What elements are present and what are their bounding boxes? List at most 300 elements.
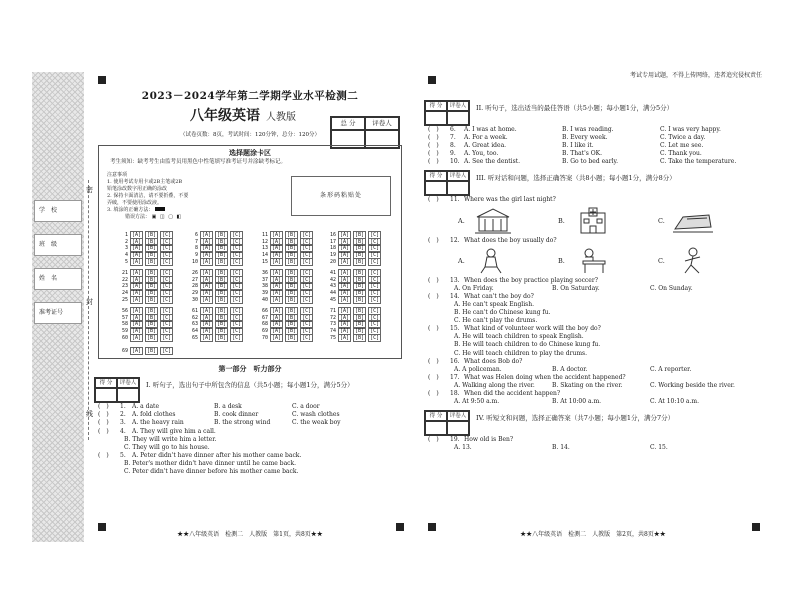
answer-bubble[interactable]: [B] xyxy=(287,307,297,314)
answer-bubble[interactable]: [B] xyxy=(147,245,157,252)
answer-bubble[interactable]: [B] xyxy=(217,296,227,303)
answer-bubble[interactable]: [A] xyxy=(202,245,212,252)
answer-bubble[interactable]: [A] xyxy=(202,231,212,238)
answer-bubble[interactable]: [B] xyxy=(355,314,365,321)
bubble-group xyxy=(189,270,251,304)
bubble-number: 71 xyxy=(329,307,336,314)
answer-bubble[interactable]: [C] xyxy=(302,283,312,290)
exam-number-field[interactable]: 准考证号 xyxy=(34,302,82,324)
hospital-icon xyxy=(573,207,613,235)
answer-bubble[interactable]: [B] xyxy=(287,269,297,276)
answer-bubble[interactable]: [B] xyxy=(147,347,157,354)
bubble-number: 6 xyxy=(194,231,198,238)
answer-bubble[interactable]: [C] xyxy=(232,252,242,259)
question-17: ( ) 17. What was Helen doing when the accident happened? xyxy=(428,373,626,381)
answer-bubble[interactable]: [B] xyxy=(355,283,365,290)
answer-bubble[interactable]: [C] xyxy=(232,290,242,297)
answer-bubble[interactable]: [B] xyxy=(217,276,227,283)
bubble-number: 29 xyxy=(191,290,198,297)
answer-bubble[interactable]: [A] xyxy=(272,296,282,303)
answer-bubble[interactable]: [C] xyxy=(162,296,172,303)
bubble-number: 40 xyxy=(261,296,268,303)
answer-bubble[interactable]: [C] xyxy=(232,238,242,245)
answer-bubble[interactable]: [A] xyxy=(272,334,282,341)
bubble-number: 13 xyxy=(261,245,268,252)
answer-bubble[interactable]: [A] xyxy=(340,307,350,314)
answer-bubble[interactable]: [C] xyxy=(370,328,380,335)
answer-bubble[interactable]: [C] xyxy=(302,296,312,303)
question-5: ( ) 5. A. Peter didn't have dinner after his mother came back. xyxy=(98,451,302,459)
answer-bubble[interactable]: [B] xyxy=(217,245,227,252)
answer-bubble[interactable]: [C] xyxy=(232,314,242,321)
bubble-number: 64 xyxy=(191,328,198,335)
question-6: ( ) 6. A. I was at home. B. I was reading. C. I was very happy. xyxy=(428,126,721,133)
answer-bubble[interactable]: [C] xyxy=(162,231,172,238)
answer-bubble[interactable]: [B] xyxy=(287,245,297,252)
bubble-number: 21 xyxy=(121,269,128,276)
bubble-number: 69 xyxy=(261,328,268,335)
bubble-number: 65 xyxy=(191,334,198,341)
answer-bubble[interactable]: [A] xyxy=(202,328,212,335)
answer-bubble[interactable]: [B] xyxy=(147,258,157,265)
section-3-header xyxy=(424,170,762,196)
answer-bubble[interactable]: [C] xyxy=(162,258,172,265)
question-12-pictures: A. B. C. xyxy=(458,245,762,277)
answer-bubble[interactable]: [A] xyxy=(340,283,350,290)
answer-bubble[interactable]: [C] xyxy=(162,245,172,252)
answer-bubble[interactable]: [A] xyxy=(340,296,350,303)
answer-bubble[interactable]: [B] xyxy=(355,296,365,303)
answer-bubble[interactable]: [A] xyxy=(202,258,212,265)
bubble-number: 4 xyxy=(124,252,128,259)
question-1: ( ) 1. A. a date B. a desk C. a door xyxy=(98,403,320,411)
bubble-number: 75 xyxy=(329,334,336,341)
answer-bubble[interactable]: [C] xyxy=(162,321,172,328)
answer-bubble[interactable]: [A] xyxy=(340,321,350,328)
answer-bubble[interactable]: [A] xyxy=(340,252,350,259)
answer-bubble[interactable]: [C] xyxy=(370,283,380,290)
answer-bubble[interactable]: [B] xyxy=(147,328,157,335)
bubble-number: 18 xyxy=(329,245,336,252)
answer-bubble[interactable]: [B] xyxy=(217,321,227,328)
answer-bubble[interactable]: [B] xyxy=(217,334,227,341)
answer-bubble[interactable]: [C] xyxy=(232,334,242,341)
answer-bubble[interactable]: [A] xyxy=(340,231,350,238)
answer-bubble[interactable]: [A] xyxy=(132,334,142,341)
answer-bubble[interactable]: [B] xyxy=(355,307,365,314)
answer-bubble[interactable]: [C] xyxy=(232,269,242,276)
section-4-header xyxy=(424,410,762,436)
question-14: ( ) 14. What can't the boy do? xyxy=(428,292,534,300)
answer-bubble[interactable]: [A] xyxy=(202,334,212,341)
bubble-number: 2 xyxy=(124,238,128,245)
bubble-number: 14 xyxy=(261,252,268,259)
question-19: ( ) 19. How old is Ben? xyxy=(428,436,514,444)
answer-bubble[interactable]: [B] xyxy=(287,321,297,328)
answer-bubble[interactable]: [C] xyxy=(370,252,380,259)
bubble-number: 24 xyxy=(121,290,128,297)
answer-bubble[interactable]: [C] xyxy=(370,276,380,283)
answer-bubble[interactable]: [A] xyxy=(132,231,142,238)
bubble-number: 12 xyxy=(261,238,268,245)
bubble-row xyxy=(119,335,181,342)
answer-bubble[interactable]: [A] xyxy=(340,328,350,335)
answer-bubble[interactable]: [B] xyxy=(287,276,297,283)
answer-bubble[interactable]: [B] xyxy=(217,328,227,335)
bubble-number: 36 xyxy=(261,269,268,276)
answer-bubble[interactable]: [B] xyxy=(217,269,227,276)
bubble-number: 5 xyxy=(124,258,128,265)
section-score-box: 得 分 评卷人 xyxy=(424,410,470,436)
question-11-pictures: A. B. C. xyxy=(458,205,762,237)
answer-bubble[interactable]: [C] xyxy=(232,283,242,290)
train-icon xyxy=(673,207,713,235)
answer-bubble[interactable]: [A] xyxy=(132,269,142,276)
binding-strip xyxy=(32,72,84,542)
bubble-group xyxy=(259,232,321,266)
section-score-box: 得 分 评卷人 xyxy=(94,377,140,403)
answer-bubble[interactable]: [C] xyxy=(162,238,172,245)
answer-card-notice: 考生须知：缺考考生由监考员用黑色中性笔填写准考证号并涂缺考标记。 xyxy=(110,159,287,166)
boy-running-icon xyxy=(673,247,713,275)
bubble-row xyxy=(119,297,181,304)
answer-bubble[interactable]: [C] xyxy=(232,258,242,265)
answer-bubble[interactable]: [B] xyxy=(147,321,157,328)
school-field[interactable]: 学 校 xyxy=(34,200,82,222)
cut-line xyxy=(88,180,92,440)
answer-bubble[interactable]: [A] xyxy=(202,269,212,276)
bubble-number: 42 xyxy=(329,276,336,283)
question-16: ( ) 16. What does Bob do? xyxy=(428,357,523,365)
answer-bubble[interactable]: [C] xyxy=(162,347,172,354)
answer-bubble[interactable]: [A] xyxy=(202,307,212,314)
cut-mark-seal: 封 xyxy=(86,298,93,306)
question-4: ( ) 4. A. They will give him a call. xyxy=(98,427,216,435)
answer-bubble[interactable]: [B] xyxy=(287,283,297,290)
answer-bubble[interactable]: [B] xyxy=(355,334,365,341)
bubble-number: 39 xyxy=(261,290,268,297)
bubble-row xyxy=(189,335,251,342)
bubble-group xyxy=(327,232,389,266)
bubble-row xyxy=(327,297,389,304)
answer-bubble[interactable]: [B] xyxy=(217,283,227,290)
bubble-number: 69 xyxy=(121,347,128,354)
page-footer: ★★八年级英语 检测二 人教版 第2页，共8页★★ xyxy=(520,530,666,538)
answer-bubble[interactable]: [B] xyxy=(355,258,365,265)
answer-bubble[interactable]: [B] xyxy=(147,283,157,290)
answer-bubble[interactable]: [B] xyxy=(147,231,157,238)
bubble-number: 56 xyxy=(121,307,128,314)
answer-bubble[interactable]: [C] xyxy=(232,296,242,303)
answer-bubble[interactable]: [A] xyxy=(132,276,142,283)
bubble-row xyxy=(119,348,173,355)
answer-bubble[interactable]: [C] xyxy=(232,245,242,252)
section-4-title: IV. 听短文和问题，选择正确答案（共7小题；每小题1分，满分7分） xyxy=(476,414,675,423)
bubble-number: 8 xyxy=(194,245,198,252)
answer-bubble[interactable]: [C] xyxy=(370,321,380,328)
section-2-header xyxy=(424,100,762,126)
answer-bubble[interactable]: [A] xyxy=(202,290,212,297)
exam-page-1: 2023－2024学年第二学期学业水平检测二 八年级英语 人教版 总 分 评卷人 （试卷页数：8页，考试时间：120分钟，总分：120分） 选择题涂卡区 考生须知：缺考考生由监考员用黑色中性笔填写准考证号并涂缺考标记。 注意事项 1. 使用考试专用卡或2B主笔或2B 铅笔涂改数字用正确的涂改 2. 保持卡面清洁，请不要折叠，不要 弄破，不要使用涂改液。 3. 填涂的正确方法： 错误方法： ▣ ◫ ▢ ◧ 条形码粘贴处 1 [A] [B] [C] 2 [A] [B] [C] 3 [A] [B] [C] 4 [A] [B] [C] 5 [A] [B] [C] 6 [A] [B] [C] 7 [A] [B] [C] 8 [A] [B] [C] 9 [A] [B] [C] 10 [A] [B] [C] 11 [A] [B] [C] 12 [A] [B] [C] 13 [A] [B] [C] 14 [A] [B] [C] 15 [A] [B] [C] 16 [A] [B] [C] 17 [A] [B] [C] 18 [A] [B] [C] 19 [A] [B] [C] 20 [A] [B] [C] 21 [A] [B] [C] 22 [A] [B] [C] 23 [A] [B] [C] 24 [A] [B] [C] 25 [A] [B] [C] 26 [A] [B] [C] 27 [A] [B] [C] 28 [A] [B] [C] 29 [A] [B] [C] 30 [A] [B] [C] 36 [A] [B] [C] 37 [A] [B] [C] 38 [A] [B] [C] 39 [A] [B] [C] 40 [A] [B] [C] 41 [A] [B] [C] 42 [A] [B] [C] 43 [A] [B] [C] 44 [A] [B] [C] 45 [A] [B] [C] 56 [A] [B] [C] 57 [A] [B] [C] 58 [A] [B] [C] 59 [A] [B] [C] 60 [A] [B] [C] 61 [A] [B] [C] 62 [A] [B] [C] 63 [A] [B] [C] 64 [A] [B] [C] 65 [A] [B] [C] 66 [A] [B] [C] 67 [A] [B] [C] 68 [A] [B] [C] 69 [A] [B] [C] 70 [A] [B] [C] 71 [A] [B] [C] 72 [A] [B] [C] 73 [A] [B] [C] 74 [A] [B] [C] 75 [A] [B] [C] 69 [A] [B] [C] 第一部分 听力部分 得 分 评卷人 I. 听句子，选出句子中所包含的信息（共5小题；每小题1分，满分5分） ( ) 1. A. a date B. a desk C. a door ( ) 2. A. fold clothes B. cook dinner C. wash clothes ( ) 3. A. the heavy rain B. the strong wind C. the weak boy ( ) 4. A. They will give him a call. B. They will write him a letter. C. They will go to his house. ( ) 5. A. Peter didn't have dinner after his mother came back. B. Peter's mother didn't have dinner until he came back. C. Peter didn't have dinner before his mother came back. ★★八年级英语 检测二 人教版 第1页，共8页★★ xyxy=(94,70,406,540)
bubble-row xyxy=(327,259,389,266)
answer-bubble[interactable]: [B] xyxy=(217,307,227,314)
answer-bubble[interactable]: [B] xyxy=(355,252,365,259)
bubble-row xyxy=(259,259,321,266)
bubble-number: 30 xyxy=(191,296,198,303)
answer-bubble[interactable]: [C] xyxy=(162,290,172,297)
answer-bubble[interactable]: [C] xyxy=(302,258,312,265)
answer-bubble[interactable]: [A] xyxy=(340,334,350,341)
answer-bubble[interactable]: [A] xyxy=(132,296,142,303)
bubble-number: 59 xyxy=(121,328,128,335)
answer-bubble[interactable]: [B] xyxy=(355,231,365,238)
bubble-group xyxy=(189,232,251,266)
answer-bubble[interactable]: [B] xyxy=(147,238,157,245)
answer-bubble[interactable]: [B] xyxy=(287,334,297,341)
answer-bubble[interactable]: [C] xyxy=(370,314,380,321)
answer-bubble[interactable]: [C] xyxy=(370,245,380,252)
answer-bubble[interactable]: [C] xyxy=(302,328,312,335)
bubble-number: 37 xyxy=(261,276,268,283)
answer-bubble[interactable]: [A] xyxy=(340,314,350,321)
answer-bubble[interactable]: [B] xyxy=(287,290,297,297)
answer-bubble[interactable]: [A] xyxy=(132,328,142,335)
bubble-group xyxy=(327,270,389,304)
answer-bubble[interactable]: [B] xyxy=(147,269,157,276)
exam-edition: 人教版 xyxy=(266,112,296,124)
answer-bubble[interactable]: [A] xyxy=(340,290,350,297)
answer-bubble[interactable]: [B] xyxy=(287,252,297,259)
answer-bubble[interactable]: [B] xyxy=(217,258,227,265)
answer-bubble[interactable]: [A] xyxy=(272,269,282,276)
bubble-number: 1 xyxy=(124,231,128,238)
answer-bubble[interactable]: [B] xyxy=(287,296,297,303)
bubble-number: 26 xyxy=(191,269,198,276)
answer-bubble[interactable]: [C] xyxy=(162,269,172,276)
answer-bubble[interactable]: [A] xyxy=(272,245,282,252)
answer-bubble[interactable]: [B] xyxy=(355,269,365,276)
answer-bubble[interactable]: [C] xyxy=(162,307,172,314)
bubble-number: 70 xyxy=(261,334,268,341)
answer-bubble[interactable]: [C] xyxy=(302,307,312,314)
bubble-group xyxy=(119,232,181,266)
answer-bubble[interactable]: [B] xyxy=(355,321,365,328)
answer-bubble[interactable]: [A] xyxy=(132,252,142,259)
section-1-header xyxy=(94,377,406,403)
answer-bubble[interactable]: [B] xyxy=(147,296,157,303)
answer-bubble[interactable]: [B] xyxy=(147,334,157,341)
answer-bubble[interactable]: [A] xyxy=(132,347,142,354)
answer-bubble[interactable]: [C] xyxy=(370,334,380,341)
answer-bubble[interactable]: [B] xyxy=(355,245,365,252)
answer-bubble[interactable]: [B] xyxy=(147,276,157,283)
boy-reading-icon xyxy=(573,247,613,275)
answer-bubble[interactable]: [B] xyxy=(217,252,227,259)
answer-bubble[interactable]: [A] xyxy=(340,276,350,283)
answer-bubble[interactable]: [A] xyxy=(272,258,282,265)
bubble-number: 38 xyxy=(261,283,268,290)
answer-bubble[interactable]: [A] xyxy=(202,238,212,245)
question-8: ( ) 8. A. Great idea. B. I like it. C. Let me see. xyxy=(428,142,704,150)
answer-bubble[interactable]: [A] xyxy=(202,296,212,303)
bubble-number: 20 xyxy=(329,258,336,265)
answer-bubble[interactable]: [A] xyxy=(272,283,282,290)
answer-bubble[interactable]: [C] xyxy=(302,238,312,245)
bubble-group xyxy=(259,308,321,342)
bubble-number: 23 xyxy=(121,283,128,290)
question-2: ( ) 2. A. fold clothes B. cook dinner C. wash clothes xyxy=(98,411,340,419)
answer-bubble[interactable]: [A] xyxy=(272,307,282,314)
bubble-row xyxy=(259,297,321,304)
exam-page-2 xyxy=(424,70,762,540)
answer-bubble[interactable]: [C] xyxy=(370,296,380,303)
answer-bubble[interactable]: [C] xyxy=(370,258,380,265)
page-footer: ★★八年级英语 检测二 人教版 第1页，共8页★★ xyxy=(177,530,323,538)
answer-bubble[interactable]: [A] xyxy=(132,245,142,252)
answer-bubble[interactable]: [A] xyxy=(340,238,350,245)
answer-bubble[interactable]: [C] xyxy=(302,334,312,341)
answer-bubble[interactable]: [A] xyxy=(132,307,142,314)
answer-bubble[interactable]: [C] xyxy=(370,238,380,245)
bubble-number: 63 xyxy=(191,321,198,328)
answer-bubble[interactable]: [A] xyxy=(132,258,142,265)
answer-bubble[interactable]: [A] xyxy=(132,283,142,290)
answer-bubble[interactable]: [C] xyxy=(302,231,312,238)
answer-bubble[interactable]: [A] xyxy=(202,321,212,328)
answer-bubble[interactable]: [B] xyxy=(147,314,157,321)
class-field[interactable]: 班 级 xyxy=(34,234,82,256)
answer-bubble[interactable]: [C] xyxy=(232,231,242,238)
section-2-questions xyxy=(424,126,762,166)
bubble-row xyxy=(327,335,389,342)
answer-bubble[interactable]: [C] xyxy=(302,252,312,259)
answer-bubble[interactable]: [C] xyxy=(302,245,312,252)
answer-bubble[interactable]: [C] xyxy=(302,276,312,283)
boy-sitting-icon xyxy=(473,247,513,275)
answer-bubble[interactable]: [A] xyxy=(202,283,212,290)
answer-bubble[interactable]: [A] xyxy=(202,252,212,259)
answer-bubble[interactable]: [C] xyxy=(162,276,172,283)
answer-bubble[interactable]: [B] xyxy=(217,231,227,238)
bubble-group xyxy=(259,270,321,304)
answer-bubble[interactable]: [B] xyxy=(287,258,297,265)
answer-bubble[interactable]: [A] xyxy=(202,276,212,283)
bubble-group xyxy=(327,308,389,342)
answer-bubble[interactable]: [B] xyxy=(217,314,227,321)
answer-bubble[interactable]: [A] xyxy=(272,321,282,328)
bubble-number: 73 xyxy=(329,321,336,328)
answer-bubble[interactable]: [B] xyxy=(355,276,365,283)
answer-bubble[interactable]: [C] xyxy=(162,314,172,321)
answer-bubble[interactable]: [A] xyxy=(340,269,350,276)
answer-bubble[interactable]: [C] xyxy=(232,321,242,328)
answer-bubble[interactable]: [C] xyxy=(162,334,172,341)
answer-bubble[interactable]: [A] xyxy=(272,314,282,321)
bubble-number: 10 xyxy=(191,258,198,265)
answer-bubble[interactable]: [B] xyxy=(287,238,297,245)
exam-subject: 八年级英语 人教版 xyxy=(190,108,296,125)
question-11: ( ) 11. Where was the girl last night? xyxy=(428,196,556,204)
answer-bubble[interactable]: [C] xyxy=(232,307,242,314)
answer-bubble[interactable]: [A] xyxy=(272,276,282,283)
bubble-number: 15 xyxy=(261,258,268,265)
answer-bubble[interactable]: [C] xyxy=(370,307,380,314)
answer-bubble[interactable]: [C] xyxy=(162,328,172,335)
answer-bubble[interactable]: [B] xyxy=(147,290,157,297)
bubble-number: 28 xyxy=(191,283,198,290)
answer-bubble[interactable]: [A] xyxy=(272,238,282,245)
section-3-title: III. 听对话和问题，选择正确答案（共8小题；每小题1分，满分8分） xyxy=(476,174,676,183)
answer-bubble[interactable]: [A] xyxy=(272,231,282,238)
answer-bubble[interactable]: [C] xyxy=(370,269,380,276)
bubble-row xyxy=(259,335,321,342)
answer-bubble[interactable]: [C] xyxy=(302,321,312,328)
answer-bubble[interactable]: [A] xyxy=(132,321,142,328)
answer-bubble[interactable]: [C] xyxy=(302,290,312,297)
answer-bubble[interactable]: [C] xyxy=(302,269,312,276)
answer-bubble[interactable]: [B] xyxy=(287,231,297,238)
bubble-number: 45 xyxy=(329,296,336,303)
answer-bubble[interactable]: [A] xyxy=(340,245,350,252)
answer-bubble[interactable]: [C] xyxy=(302,314,312,321)
question-3: ( ) 3. A. the heavy rain B. the strong wind C. the weak boy xyxy=(98,419,341,427)
answer-bubble[interactable]: [A] xyxy=(132,314,142,321)
bubble-number: 62 xyxy=(191,314,198,321)
answer-card-title: 选择题涂卡区 xyxy=(229,147,271,157)
exam-meta: （试卷页数：8页，考试时间：120分钟，总分：120分） xyxy=(180,131,320,138)
answer-bubble[interactable]: [C] xyxy=(232,276,242,283)
answer-bubble[interactable]: [C] xyxy=(370,231,380,238)
answer-bubble[interactable]: [A] xyxy=(272,328,282,335)
answer-bubble[interactable]: [C] xyxy=(232,328,242,335)
notes-title: 注意事项 xyxy=(107,171,128,178)
bubble-number: 44 xyxy=(329,290,336,297)
question-15: ( ) 15. What kind of volunteer work will the boy do? xyxy=(428,325,601,333)
answer-bubble[interactable]: [C] xyxy=(162,283,172,290)
section-2-title: II. 听句子，选出适当的最佳答语（共5小题；每小题1分，满分5分） xyxy=(476,104,674,112)
answer-bubble[interactable]: [B] xyxy=(147,252,157,259)
answer-bubble[interactable]: [B] xyxy=(287,314,297,321)
answer-bubble[interactable]: [B] xyxy=(217,290,227,297)
answer-card xyxy=(98,145,402,359)
bubble-number: 16 xyxy=(329,231,336,238)
bubble-number: 3 xyxy=(124,245,128,252)
answer-bubble[interactable]: [A] xyxy=(132,290,142,297)
bubble-number: 57 xyxy=(121,314,128,321)
bubble-number: 11 xyxy=(261,231,268,238)
barcode-area: 条形码粘贴处 xyxy=(291,176,391,216)
answer-card-notes: 注意事项 1. 使用考试专用卡或2B主笔或2B 铅笔涂改数字用正确的涂改 2. 保持卡面清洁，请不要折叠，不要 弄破，不要使用涂改液。 3. 填涂的正确方法： 错误方法： ▣ ◫ ▢ ◧ xyxy=(107,172,267,221)
name-field[interactable]: 姓 名 xyxy=(34,268,82,290)
answer-bubble[interactable]: [A] xyxy=(132,238,142,245)
answer-bubble[interactable]: [B] xyxy=(355,328,365,335)
answer-bubble[interactable]: [A] xyxy=(202,314,212,321)
answer-bubble[interactable]: [B] xyxy=(355,290,365,297)
bubble-row xyxy=(189,297,251,304)
answer-bubble[interactable]: [B] xyxy=(217,238,227,245)
answer-bubble[interactable]: [B] xyxy=(287,328,297,335)
question-9: ( ) 9. A. You, too. B. That's OK. C. Thank you. xyxy=(428,150,702,158)
bubble-number: 7 xyxy=(194,238,198,245)
answer-bubble[interactable]: [B] xyxy=(147,307,157,314)
copyright-note: 考试专用试题，不得上传网络，违者追究侵权责任 xyxy=(629,72,762,79)
answer-bubble[interactable]: [A] xyxy=(272,252,282,259)
answer-bubble[interactable]: [A] xyxy=(340,258,350,265)
answer-bubble[interactable]: [B] xyxy=(355,238,365,245)
answer-bubble[interactable]: [C] xyxy=(162,252,172,259)
answer-bubble[interactable]: [A] xyxy=(272,290,282,297)
answer-bubble[interactable]: [C] xyxy=(370,290,380,297)
